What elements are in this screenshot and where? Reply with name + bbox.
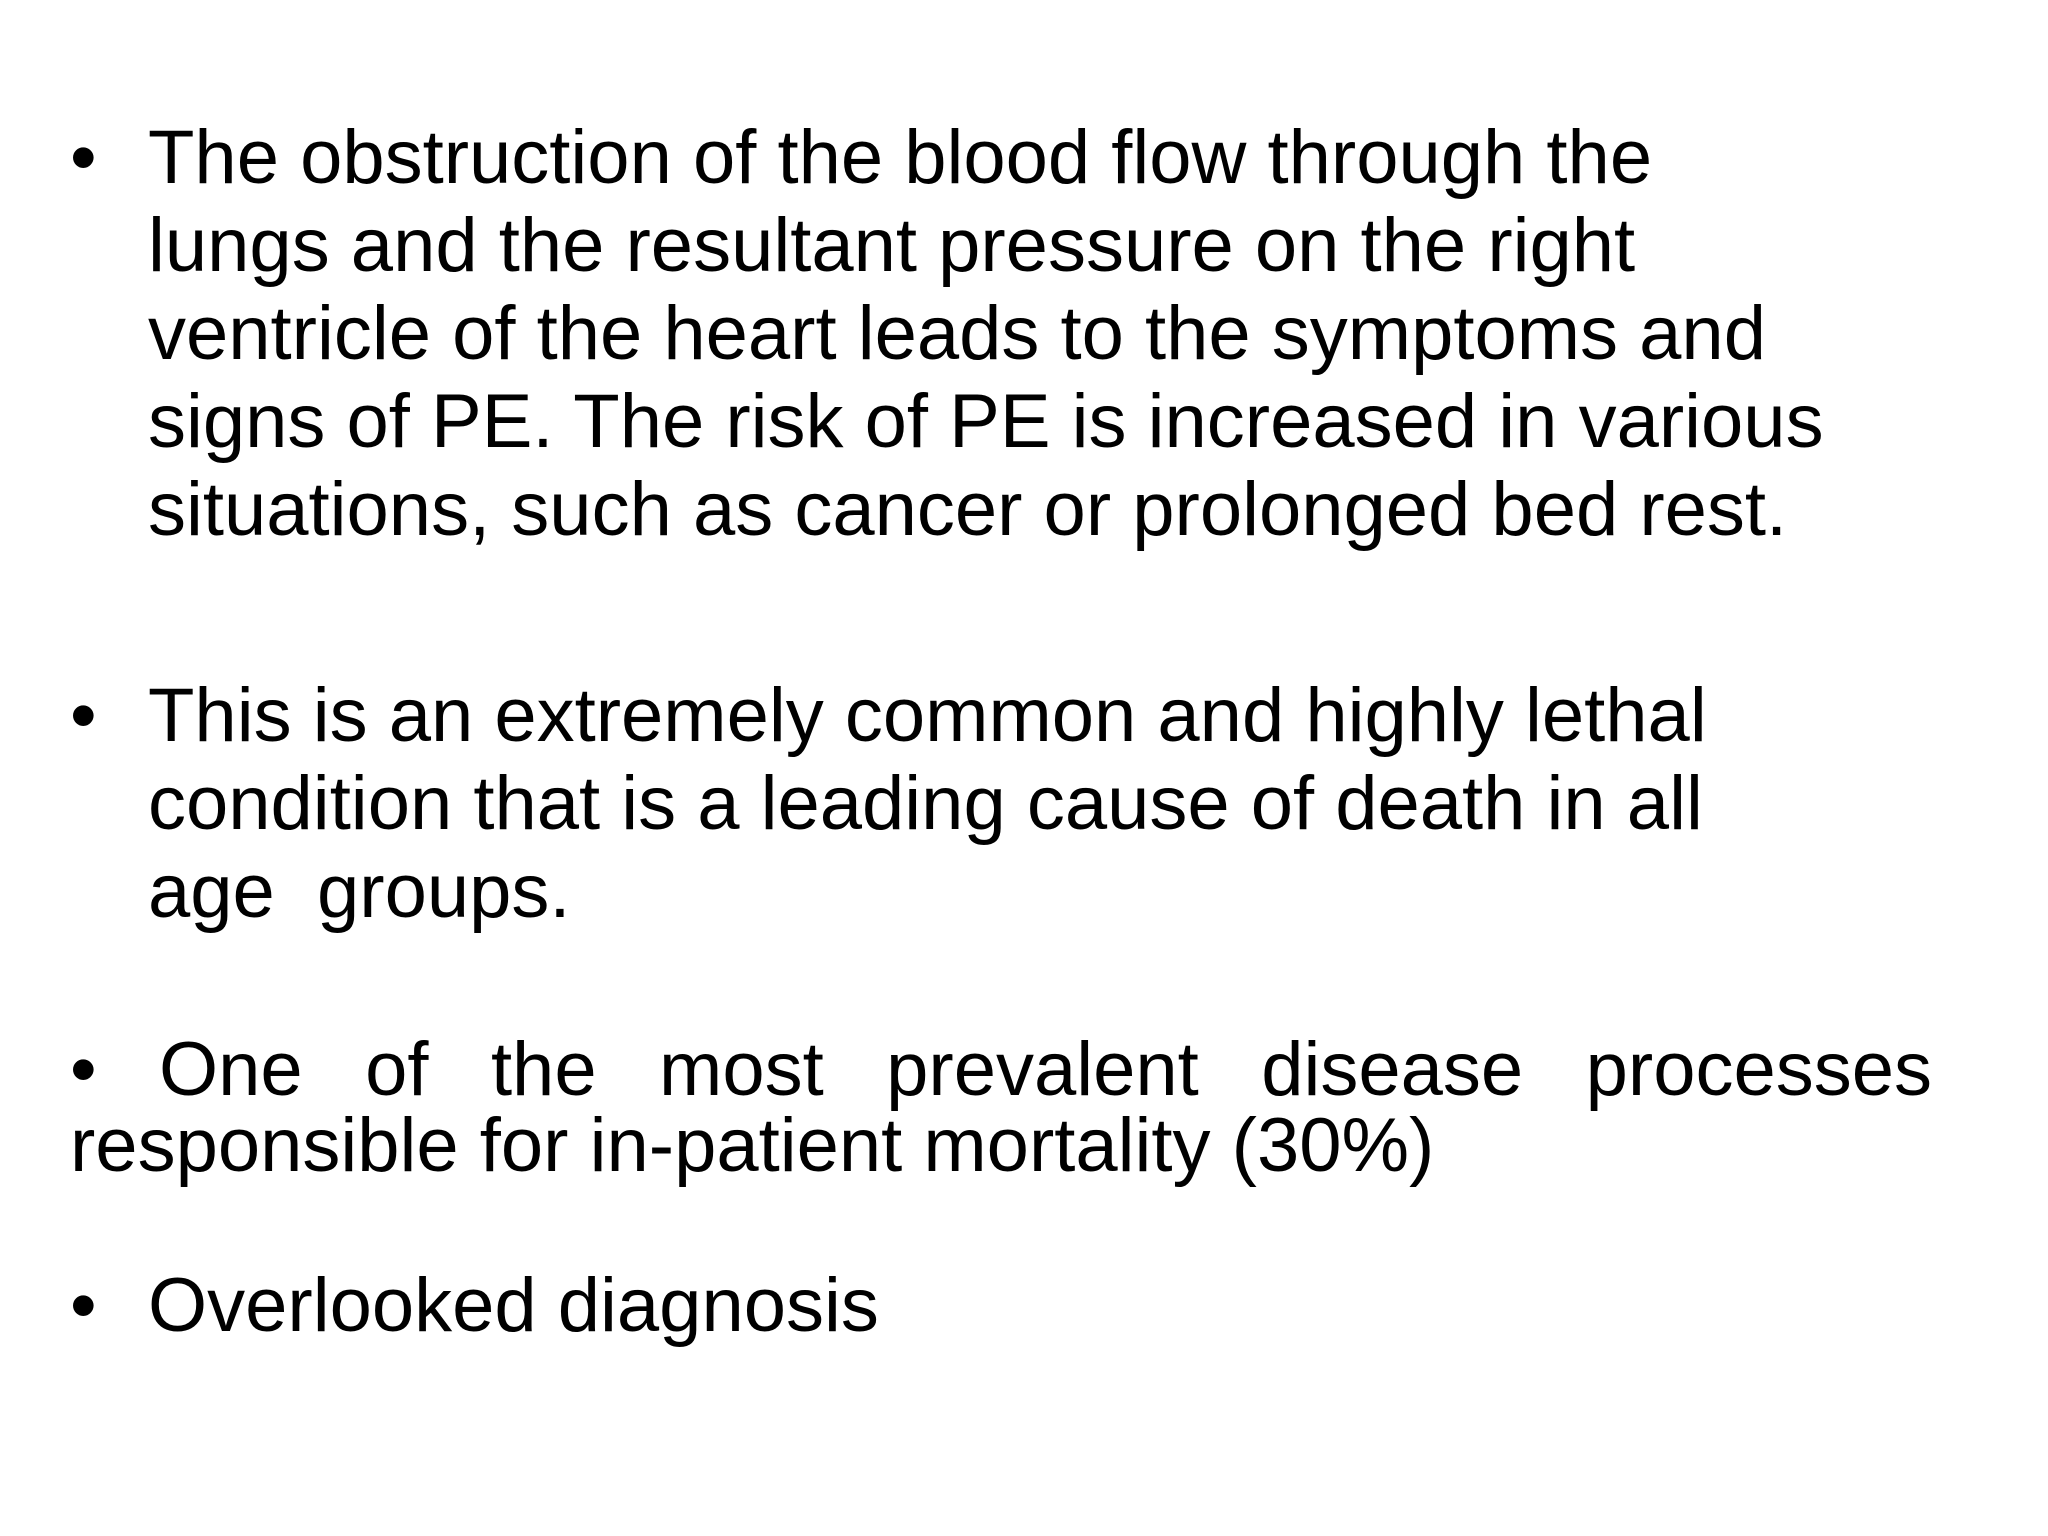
- bullet-text: This is an extremely common and highly lethal condition that is a leading cause of death in all age groups.: [148, 673, 1707, 934]
- bullet-text: One of the most prevalent disease processes responsible for in-patient mortality (30%): [70, 1027, 1932, 1188]
- bullet-text: Overlooked diagnosis: [148, 1263, 879, 1348]
- bullet-item-pe-obstruction: [70, 114, 1950, 554]
- bullet-item-mortality: [70, 1027, 1932, 1188]
- bullet-text: The obstruction of the blood flow through the lungs and the resultant pressure on the right ventricle of the heart leads to the symptoms and signs of PE. The risk of PE is increased in various situations, such as cancer or prolonged bed rest.: [148, 115, 1824, 552]
- bullet-dot-icon: •: [70, 115, 97, 200]
- bullet-item-overlooked: [70, 1262, 1950, 1350]
- bullet-dot-icon: •: [70, 1027, 97, 1112]
- bullet-item-common-lethal: [70, 672, 1950, 936]
- bullet-dot-icon: •: [70, 673, 97, 758]
- bullet-dot-icon: •: [70, 1263, 97, 1348]
